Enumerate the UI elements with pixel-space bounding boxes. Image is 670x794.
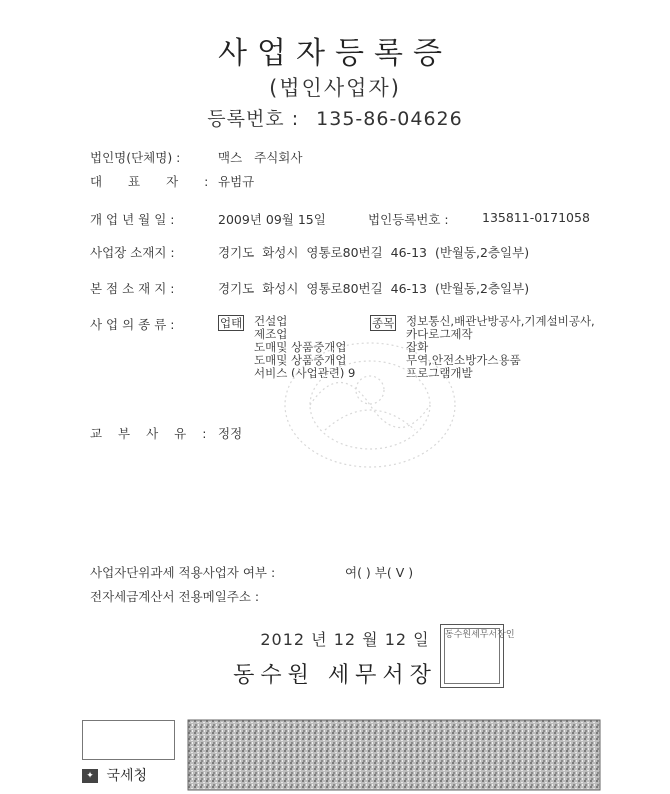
nts-emblem-icon: ✦ (82, 769, 98, 783)
blank-box (82, 720, 175, 760)
list-item: 도매및 상품중개업 (254, 353, 347, 367)
security-pattern (188, 720, 600, 790)
open-date-value: 2009년 09월 15일 (218, 212, 326, 227)
list-item: 제조업 (254, 327, 288, 341)
list-item: 건설업 (254, 314, 288, 328)
list-item: 도매및 상품중개업 (254, 340, 347, 354)
category-tag: 업태 (220, 316, 243, 330)
reason-value: 정정 (218, 426, 243, 441)
hq-label: 본 점 소 재 지 : (90, 281, 175, 296)
hq-value: 경기도 화성시 영통로80번길 46-13 (반월동,2층일부) (218, 281, 530, 296)
seal-text: 동수원세무서장인 (444, 628, 500, 684)
list-item: 무역,안전소방가스용품 (406, 353, 521, 367)
corp-reg-label: 법인등록번호 : (368, 212, 449, 227)
reason-label: 교 부 사 유 : (90, 426, 207, 441)
list-item: 서비스 (사업관련) 9 (254, 366, 356, 380)
registration-number: 135-86-04626 (316, 108, 463, 130)
issue-date: 2012 년 12 월 12 일 (260, 630, 430, 649)
agency-logo (82, 765, 147, 785)
issuing-office: 동수원 세무서장 (233, 663, 437, 688)
registration-label: 등록번호 : (207, 108, 300, 130)
list-item: 프로그램개발 (406, 366, 473, 380)
list-item: 정보통신,배관난방공사,기계설비공사, (406, 314, 595, 328)
document-title: 사업자등록증 (218, 36, 452, 71)
email-label: 전자세금계산서 전용메일주소 : (90, 589, 260, 604)
location-label: 사업장 소재지 : (90, 245, 175, 260)
business-type-label: 사 업 의 종 류 : (90, 317, 175, 332)
rep-label: 대 표 자 : (90, 174, 209, 189)
tax-unit-value: 여( ) 부( V ) (345, 565, 414, 580)
official-seal (440, 624, 515, 688)
tax-unit-label: 사업자단위과세 적용사업자 여부 : (90, 565, 276, 580)
corp-name-label: 법인명(단체명) : (90, 150, 181, 165)
corp-reg-value: 135811-0171058 (482, 210, 590, 225)
watermark-emblem (270, 330, 470, 480)
list-item: 카다로그제작 (406, 327, 473, 341)
registration-line (0, 104, 670, 131)
agency-name: 국세청 (106, 768, 148, 784)
location-value: 경기도 화성시 영통로80번길 46-13 (반월동,2층일부) (218, 245, 530, 260)
item-tag: 종목 (372, 316, 395, 330)
document-subtitle: (법인사업자) (269, 76, 401, 100)
rep-value: 유범규 (218, 174, 255, 189)
corp-name-value: 맥스 주식회사 (218, 150, 303, 165)
open-date-label: 개 업 년 월 일 : (90, 212, 175, 227)
list-item: 잡화 (406, 340, 429, 354)
